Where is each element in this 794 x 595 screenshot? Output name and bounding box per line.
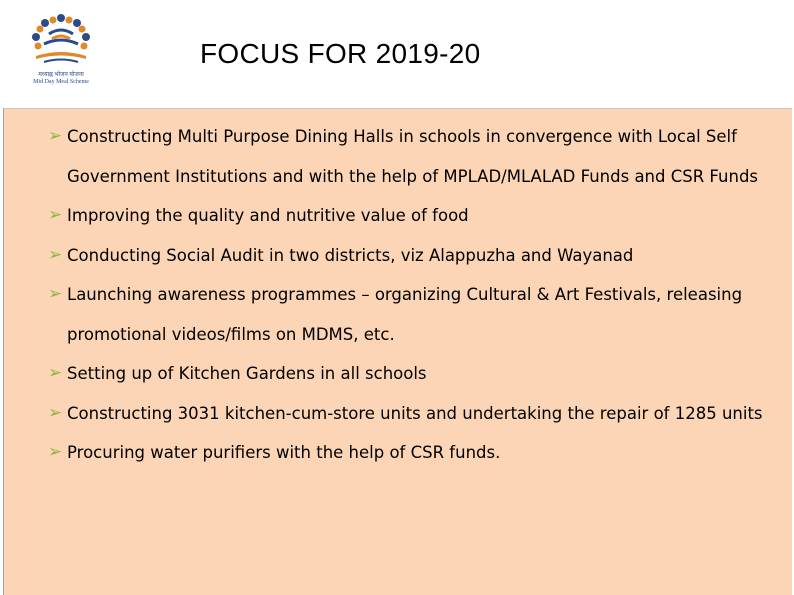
list-item xyxy=(4,354,792,394)
list-item xyxy=(4,196,792,236)
list-item xyxy=(4,275,792,354)
logo-caption xyxy=(26,72,96,86)
list-item xyxy=(4,117,792,196)
list-item-text: Procuring water purifiers with the help of CSR funds. xyxy=(67,443,501,462)
arrow-bullet-icon: ➢ xyxy=(48,442,63,462)
arrow-bullet-icon: ➢ xyxy=(48,363,63,383)
focus-list xyxy=(4,117,792,473)
page-title: FOCUS FOR 2019-20 xyxy=(200,38,481,69)
list-item xyxy=(4,433,792,473)
logo-english-text: Mid Day Meal Scheme xyxy=(33,79,89,85)
logo-hindi-text: मध्याह्न भोजन योजना xyxy=(38,72,84,78)
list-item xyxy=(4,394,792,434)
arrow-bullet-icon: ➢ xyxy=(48,402,63,423)
list-item-text: Conducting Social Audit in two districts, viz Alappuzha and Wayanad xyxy=(67,245,634,265)
arrow-bullet-icon: ➢ xyxy=(48,244,63,265)
list-item-text: Setting up of Kitchen Gardens in all schools xyxy=(67,364,427,383)
list-item-text: Launching awareness programmes – organizing Cultural & Art Festivals, releasing promotional videos/films on MDMS, etc. xyxy=(67,285,743,344)
arrow-bullet-icon: ➢ xyxy=(48,126,63,146)
list-item xyxy=(4,236,792,276)
people-circle-icon xyxy=(22,12,100,74)
arrow-bullet-icon: ➢ xyxy=(48,205,63,225)
list-item-text: Constructing Multi Purpose Dining Halls in schools in convergence with Local Self Government Institutions and with the help of MPLAD/MLALAD Funds and CSR Funds xyxy=(67,127,759,186)
list-item-text: Improving the quality and nutritive value of food xyxy=(67,206,469,225)
list-item-text: Constructing 3031 kitchen-cum-store units and undertaking the repair of 1285 units xyxy=(67,403,763,423)
arrow-bullet-icon: ➢ xyxy=(48,284,63,304)
content-panel xyxy=(3,108,792,595)
